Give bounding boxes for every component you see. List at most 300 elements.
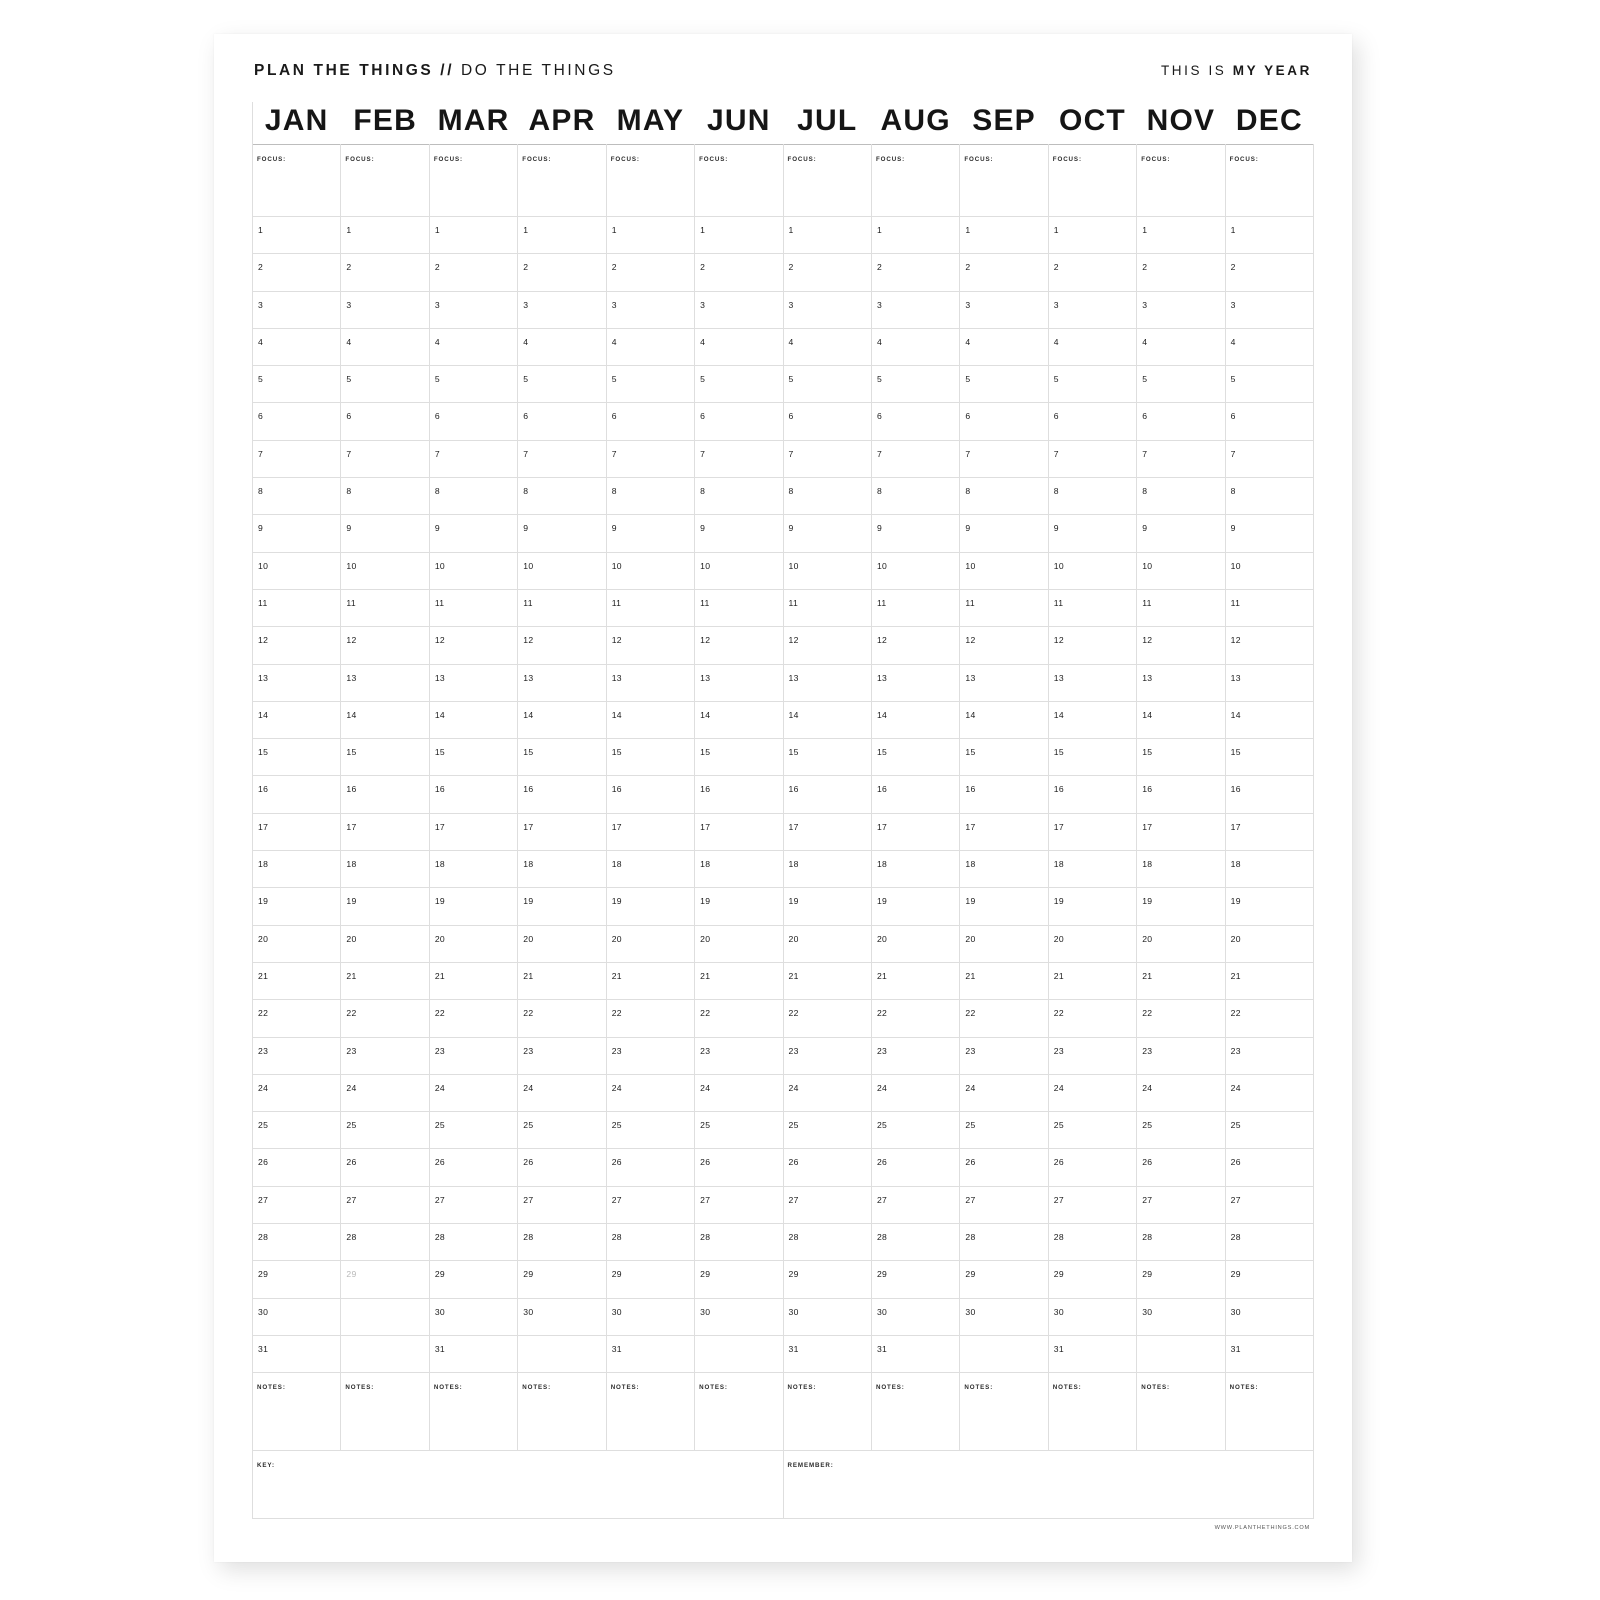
day-cell[interactable]: [253, 1336, 341, 1373]
day-cell[interactable]: [784, 478, 872, 515]
day-cell[interactable]: [607, 739, 695, 776]
day-cell[interactable]: [253, 888, 341, 925]
day-cell[interactable]: [430, 702, 518, 739]
day-cell[interactable]: [1049, 217, 1137, 254]
day-cell[interactable]: [430, 366, 518, 403]
day-cell[interactable]: [960, 702, 1048, 739]
day-cell[interactable]: [607, 1261, 695, 1298]
focus-cell[interactable]: [430, 145, 518, 217]
day-cell[interactable]: [695, 329, 783, 366]
day-cell[interactable]: [960, 553, 1048, 590]
day-cell[interactable]: [607, 590, 695, 627]
focus-cell[interactable]: [1049, 145, 1137, 217]
day-cell[interactable]: [430, 1149, 518, 1186]
day-cell[interactable]: [960, 292, 1048, 329]
day-cell[interactable]: [607, 403, 695, 440]
day-cell[interactable]: [695, 1112, 783, 1149]
day-cell[interactable]: [1049, 1299, 1137, 1336]
day-cell[interactable]: [518, 366, 606, 403]
day-cell[interactable]: [872, 814, 960, 851]
day-cell[interactable]: [695, 851, 783, 888]
day-cell[interactable]: [607, 1224, 695, 1261]
day-cell[interactable]: [430, 814, 518, 851]
focus-cell[interactable]: [695, 145, 783, 217]
day-cell[interactable]: [872, 1038, 960, 1075]
day-cell[interactable]: [253, 1038, 341, 1075]
day-cell[interactable]: [430, 1038, 518, 1075]
day-cell[interactable]: [695, 292, 783, 329]
day-cell[interactable]: [253, 366, 341, 403]
day-cell[interactable]: [518, 590, 606, 627]
day-cell[interactable]: [784, 665, 872, 702]
day-cell[interactable]: [341, 851, 429, 888]
day-cell[interactable]: [872, 292, 960, 329]
day-cell[interactable]: [960, 1038, 1048, 1075]
day-cell[interactable]: [695, 217, 783, 254]
day-cell[interactable]: [784, 1299, 872, 1336]
day-cell[interactable]: [784, 329, 872, 366]
day-cell[interactable]: [1226, 1299, 1314, 1336]
focus-cell[interactable]: [607, 145, 695, 217]
day-cell[interactable]: [1049, 888, 1137, 925]
day-cell[interactable]: [1137, 776, 1225, 813]
day-cell[interactable]: [960, 1149, 1048, 1186]
day-cell[interactable]: [695, 1261, 783, 1298]
day-cell[interactable]: [518, 1224, 606, 1261]
day-cell[interactable]: [341, 776, 429, 813]
day-cell[interactable]: [695, 441, 783, 478]
day-cell[interactable]: [1226, 1187, 1314, 1224]
day-cell[interactable]: [1226, 1112, 1314, 1149]
day-cell[interactable]: [341, 515, 429, 552]
remember-box[interactable]: [784, 1451, 1315, 1519]
day-cell[interactable]: [784, 851, 872, 888]
day-cell[interactable]: [1137, 1038, 1225, 1075]
day-cell[interactable]: [695, 254, 783, 291]
day-cell[interactable]: [430, 627, 518, 664]
day-cell[interactable]: [872, 1112, 960, 1149]
day-cell[interactable]: [1049, 739, 1137, 776]
day-cell[interactable]: [607, 1299, 695, 1336]
day-cell[interactable]: [872, 329, 960, 366]
focus-cell[interactable]: [784, 145, 872, 217]
day-cell[interactable]: [1137, 292, 1225, 329]
day-cell[interactable]: [341, 1000, 429, 1037]
day-cell[interactable]: [518, 553, 606, 590]
day-cell[interactable]: [341, 665, 429, 702]
day-cell[interactable]: [341, 963, 429, 1000]
day-cell[interactable]: [518, 217, 606, 254]
day-cell[interactable]: [872, 1187, 960, 1224]
day-cell[interactable]: [1049, 702, 1137, 739]
day-cell[interactable]: [253, 1261, 341, 1298]
day-cell[interactable]: [430, 1187, 518, 1224]
day-cell[interactable]: [784, 814, 872, 851]
day-cell[interactable]: [960, 926, 1048, 963]
day-cell[interactable]: [1049, 1038, 1137, 1075]
day-cell[interactable]: [1226, 702, 1314, 739]
day-cell[interactable]: [518, 254, 606, 291]
day-cell[interactable]: [607, 1149, 695, 1186]
day-cell[interactable]: [430, 963, 518, 1000]
day-cell[interactable]: [695, 1000, 783, 1037]
day-cell[interactable]: [784, 1224, 872, 1261]
day-cell[interactable]: [1137, 366, 1225, 403]
day-cell[interactable]: [1226, 329, 1314, 366]
day-cell[interactable]: [1137, 1112, 1225, 1149]
day-cell[interactable]: [607, 1112, 695, 1149]
day-cell[interactable]: [960, 1261, 1048, 1298]
day-cell[interactable]: [1049, 814, 1137, 851]
day-cell[interactable]: [430, 739, 518, 776]
day-cell[interactable]: [1226, 1149, 1314, 1186]
day-cell[interactable]: [341, 254, 429, 291]
day-cell[interactable]: [253, 814, 341, 851]
day-cell[interactable]: [1137, 926, 1225, 963]
day-cell[interactable]: [430, 776, 518, 813]
day-cell[interactable]: [1137, 1261, 1225, 1298]
day-cell[interactable]: [430, 1299, 518, 1336]
day-cell[interactable]: [695, 1187, 783, 1224]
day-cell[interactable]: [695, 963, 783, 1000]
day-cell[interactable]: [253, 217, 341, 254]
day-cell[interactable]: [872, 1336, 960, 1373]
day-cell[interactable]: [784, 441, 872, 478]
day-cell[interactable]: [1226, 1038, 1314, 1075]
day-cell[interactable]: [872, 963, 960, 1000]
day-cell[interactable]: [430, 478, 518, 515]
day-cell[interactable]: [1226, 1261, 1314, 1298]
key-box[interactable]: [253, 1451, 784, 1519]
day-cell[interactable]: [607, 515, 695, 552]
day-cell[interactable]: [960, 1075, 1048, 1112]
day-cell[interactable]: [1049, 366, 1137, 403]
day-cell[interactable]: [695, 515, 783, 552]
day-cell[interactable]: [784, 1336, 872, 1373]
day-cell[interactable]: [518, 1112, 606, 1149]
day-cell[interactable]: [695, 739, 783, 776]
day-cell[interactable]: [518, 776, 606, 813]
day-cell[interactable]: [960, 665, 1048, 702]
day-cell[interactable]: [1137, 217, 1225, 254]
day-cell[interactable]: [253, 1000, 341, 1037]
day-cell[interactable]: [1226, 515, 1314, 552]
day-cell[interactable]: [784, 702, 872, 739]
focus-cell[interactable]: [1226, 145, 1314, 217]
notes-cell[interactable]: [872, 1373, 960, 1451]
day-cell[interactable]: [872, 627, 960, 664]
day-cell[interactable]: [253, 590, 341, 627]
day-cell[interactable]: [1049, 1149, 1137, 1186]
day-cell[interactable]: [784, 888, 872, 925]
day-cell[interactable]: [1226, 403, 1314, 440]
day-cell[interactable]: [253, 1187, 341, 1224]
day-cell[interactable]: [430, 851, 518, 888]
day-cell[interactable]: [341, 366, 429, 403]
day-cell[interactable]: [960, 851, 1048, 888]
day-cell[interactable]: [872, 441, 960, 478]
day-cell[interactable]: [430, 515, 518, 552]
day-cell[interactable]: [872, 776, 960, 813]
day-cell[interactable]: [341, 590, 429, 627]
day-cell[interactable]: [960, 814, 1048, 851]
day-cell[interactable]: [607, 1075, 695, 1112]
day-cell[interactable]: [430, 665, 518, 702]
day-cell[interactable]: [518, 851, 606, 888]
day-cell[interactable]: [341, 403, 429, 440]
day-cell[interactable]: [607, 292, 695, 329]
day-cell[interactable]: [607, 366, 695, 403]
day-cell[interactable]: [872, 888, 960, 925]
day-cell[interactable]: [872, 702, 960, 739]
day-cell[interactable]: [607, 1187, 695, 1224]
day-cell[interactable]: [253, 403, 341, 440]
day-cell[interactable]: [341, 1075, 429, 1112]
day-cell[interactable]: [1137, 515, 1225, 552]
day-cell[interactable]: [960, 441, 1048, 478]
day-cell[interactable]: [1137, 441, 1225, 478]
day-cell[interactable]: [253, 963, 341, 1000]
day-cell[interactable]: [341, 1261, 429, 1298]
day-cell[interactable]: [784, 926, 872, 963]
day-cell[interactable]: [1049, 441, 1137, 478]
day-cell[interactable]: [518, 478, 606, 515]
day-cell[interactable]: [253, 926, 341, 963]
day-cell[interactable]: [872, 366, 960, 403]
day-cell[interactable]: [607, 814, 695, 851]
day-cell[interactable]: [1226, 739, 1314, 776]
day-cell[interactable]: [341, 1112, 429, 1149]
day-cell[interactable]: [1137, 1224, 1225, 1261]
day-cell[interactable]: [1226, 1336, 1314, 1373]
day-cell[interactable]: [518, 1261, 606, 1298]
day-cell[interactable]: [784, 1038, 872, 1075]
day-cell[interactable]: [430, 553, 518, 590]
day-cell[interactable]: [430, 926, 518, 963]
day-cell[interactable]: [784, 292, 872, 329]
day-cell[interactable]: [1226, 926, 1314, 963]
notes-cell[interactable]: [253, 1373, 341, 1451]
day-cell[interactable]: [1049, 1187, 1137, 1224]
day-cell[interactable]: [695, 665, 783, 702]
day-cell[interactable]: [1137, 851, 1225, 888]
day-cell[interactable]: [607, 963, 695, 1000]
day-cell[interactable]: [960, 1299, 1048, 1336]
day-cell[interactable]: [695, 478, 783, 515]
day-cell[interactable]: [695, 888, 783, 925]
day-cell[interactable]: [253, 553, 341, 590]
day-cell[interactable]: [784, 627, 872, 664]
day-cell[interactable]: [430, 590, 518, 627]
day-cell[interactable]: [1137, 329, 1225, 366]
day-cell[interactable]: [518, 329, 606, 366]
day-cell[interactable]: [430, 441, 518, 478]
day-cell[interactable]: [341, 627, 429, 664]
day-cell[interactable]: [784, 1000, 872, 1037]
day-cell[interactable]: [872, 217, 960, 254]
day-cell[interactable]: [253, 1112, 341, 1149]
focus-cell[interactable]: [253, 145, 341, 217]
day-cell[interactable]: [518, 739, 606, 776]
day-cell[interactable]: [341, 1038, 429, 1075]
day-cell[interactable]: [518, 1075, 606, 1112]
day-cell[interactable]: [518, 1187, 606, 1224]
day-cell[interactable]: [341, 926, 429, 963]
day-cell[interactable]: [1049, 553, 1137, 590]
day-cell[interactable]: [1226, 1000, 1314, 1037]
day-cell[interactable]: [518, 665, 606, 702]
day-cell[interactable]: [872, 553, 960, 590]
focus-cell[interactable]: [341, 145, 429, 217]
day-cell[interactable]: [1226, 553, 1314, 590]
day-cell[interactable]: [695, 1224, 783, 1261]
day-cell[interactable]: [518, 1038, 606, 1075]
day-cell[interactable]: [518, 963, 606, 1000]
day-cell[interactable]: [253, 329, 341, 366]
day-cell[interactable]: [1049, 1224, 1137, 1261]
day-cell[interactable]: [341, 478, 429, 515]
day-cell[interactable]: [518, 814, 606, 851]
day-cell[interactable]: [518, 702, 606, 739]
day-cell[interactable]: [607, 926, 695, 963]
day-cell[interactable]: [253, 776, 341, 813]
day-cell[interactable]: [1226, 627, 1314, 664]
day-cell[interactable]: [253, 739, 341, 776]
day-cell[interactable]: [960, 329, 1048, 366]
day-cell[interactable]: [518, 1000, 606, 1037]
day-cell[interactable]: [695, 1149, 783, 1186]
day-cell[interactable]: [1049, 515, 1137, 552]
day-cell[interactable]: [1226, 441, 1314, 478]
day-cell[interactable]: [1137, 1299, 1225, 1336]
day-cell[interactable]: [341, 702, 429, 739]
day-cell[interactable]: [607, 888, 695, 925]
day-cell[interactable]: [430, 1075, 518, 1112]
day-cell[interactable]: [1049, 329, 1137, 366]
day-cell[interactable]: [872, 1075, 960, 1112]
focus-cell[interactable]: [872, 145, 960, 217]
day-cell[interactable]: [1049, 1336, 1137, 1373]
day-cell[interactable]: [341, 217, 429, 254]
day-cell[interactable]: [1049, 1000, 1137, 1037]
day-cell[interactable]: [1049, 1261, 1137, 1298]
day-cell[interactable]: [1049, 851, 1137, 888]
day-cell[interactable]: [872, 1299, 960, 1336]
day-cell[interactable]: [430, 254, 518, 291]
day-cell[interactable]: [784, 739, 872, 776]
day-cell[interactable]: [341, 329, 429, 366]
day-cell[interactable]: [695, 1075, 783, 1112]
notes-cell[interactable]: [341, 1373, 429, 1451]
day-cell[interactable]: [1137, 627, 1225, 664]
day-cell[interactable]: [253, 851, 341, 888]
day-cell[interactable]: [1226, 217, 1314, 254]
day-cell[interactable]: [1049, 1112, 1137, 1149]
day-cell[interactable]: [960, 515, 1048, 552]
day-cell[interactable]: [341, 553, 429, 590]
day-cell[interactable]: [784, 1149, 872, 1186]
day-cell[interactable]: [518, 292, 606, 329]
day-cell[interactable]: [1226, 478, 1314, 515]
day-cell[interactable]: [607, 776, 695, 813]
day-cell[interactable]: [1137, 888, 1225, 925]
day-cell[interactable]: [1049, 776, 1137, 813]
day-cell[interactable]: [784, 217, 872, 254]
day-cell[interactable]: [872, 851, 960, 888]
day-cell[interactable]: [872, 1000, 960, 1037]
day-cell[interactable]: [1049, 963, 1137, 1000]
day-cell[interactable]: [1049, 590, 1137, 627]
day-cell[interactable]: [695, 590, 783, 627]
day-cell[interactable]: [784, 1112, 872, 1149]
day-cell[interactable]: [430, 329, 518, 366]
notes-cell[interactable]: [1137, 1373, 1225, 1451]
day-cell[interactable]: [1226, 851, 1314, 888]
day-cell[interactable]: [1137, 963, 1225, 1000]
day-cell[interactable]: [1137, 1000, 1225, 1037]
day-cell[interactable]: [1137, 702, 1225, 739]
day-cell[interactable]: [695, 1299, 783, 1336]
day-cell[interactable]: [607, 478, 695, 515]
day-cell[interactable]: [430, 1261, 518, 1298]
day-cell[interactable]: [784, 403, 872, 440]
focus-cell[interactable]: [960, 145, 1048, 217]
day-cell[interactable]: [695, 366, 783, 403]
day-cell[interactable]: [253, 254, 341, 291]
day-cell[interactable]: [1226, 665, 1314, 702]
day-cell[interactable]: [1137, 1149, 1225, 1186]
notes-cell[interactable]: [1049, 1373, 1137, 1451]
day-cell[interactable]: [960, 888, 1048, 925]
day-cell[interactable]: [607, 553, 695, 590]
day-cell[interactable]: [784, 254, 872, 291]
day-cell[interactable]: [1049, 478, 1137, 515]
day-cell[interactable]: [872, 926, 960, 963]
day-cell[interactable]: [872, 254, 960, 291]
day-cell[interactable]: [430, 1000, 518, 1037]
day-cell[interactable]: [960, 403, 1048, 440]
day-cell[interactable]: [518, 515, 606, 552]
day-cell[interactable]: [1137, 665, 1225, 702]
day-cell[interactable]: [518, 888, 606, 925]
day-cell[interactable]: [607, 851, 695, 888]
notes-cell[interactable]: [784, 1373, 872, 1451]
day-cell[interactable]: [1049, 403, 1137, 440]
day-cell[interactable]: [341, 814, 429, 851]
day-cell[interactable]: [1226, 292, 1314, 329]
day-cell[interactable]: [607, 627, 695, 664]
day-cell[interactable]: [341, 1149, 429, 1186]
day-cell[interactable]: [1226, 590, 1314, 627]
day-cell[interactable]: [1049, 1075, 1137, 1112]
day-cell[interactable]: [1226, 254, 1314, 291]
day-cell[interactable]: [784, 776, 872, 813]
day-cell[interactable]: [1226, 776, 1314, 813]
day-cell[interactable]: [518, 627, 606, 664]
day-cell[interactable]: [695, 403, 783, 440]
day-cell[interactable]: [430, 1336, 518, 1373]
day-cell[interactable]: [253, 1149, 341, 1186]
day-cell[interactable]: [341, 739, 429, 776]
day-cell[interactable]: [784, 590, 872, 627]
day-cell[interactable]: [960, 254, 1048, 291]
day-cell[interactable]: [872, 665, 960, 702]
day-cell[interactable]: [1226, 963, 1314, 1000]
day-cell[interactable]: [872, 1224, 960, 1261]
day-cell[interactable]: [253, 627, 341, 664]
day-cell[interactable]: [960, 366, 1048, 403]
day-cell[interactable]: [1226, 366, 1314, 403]
